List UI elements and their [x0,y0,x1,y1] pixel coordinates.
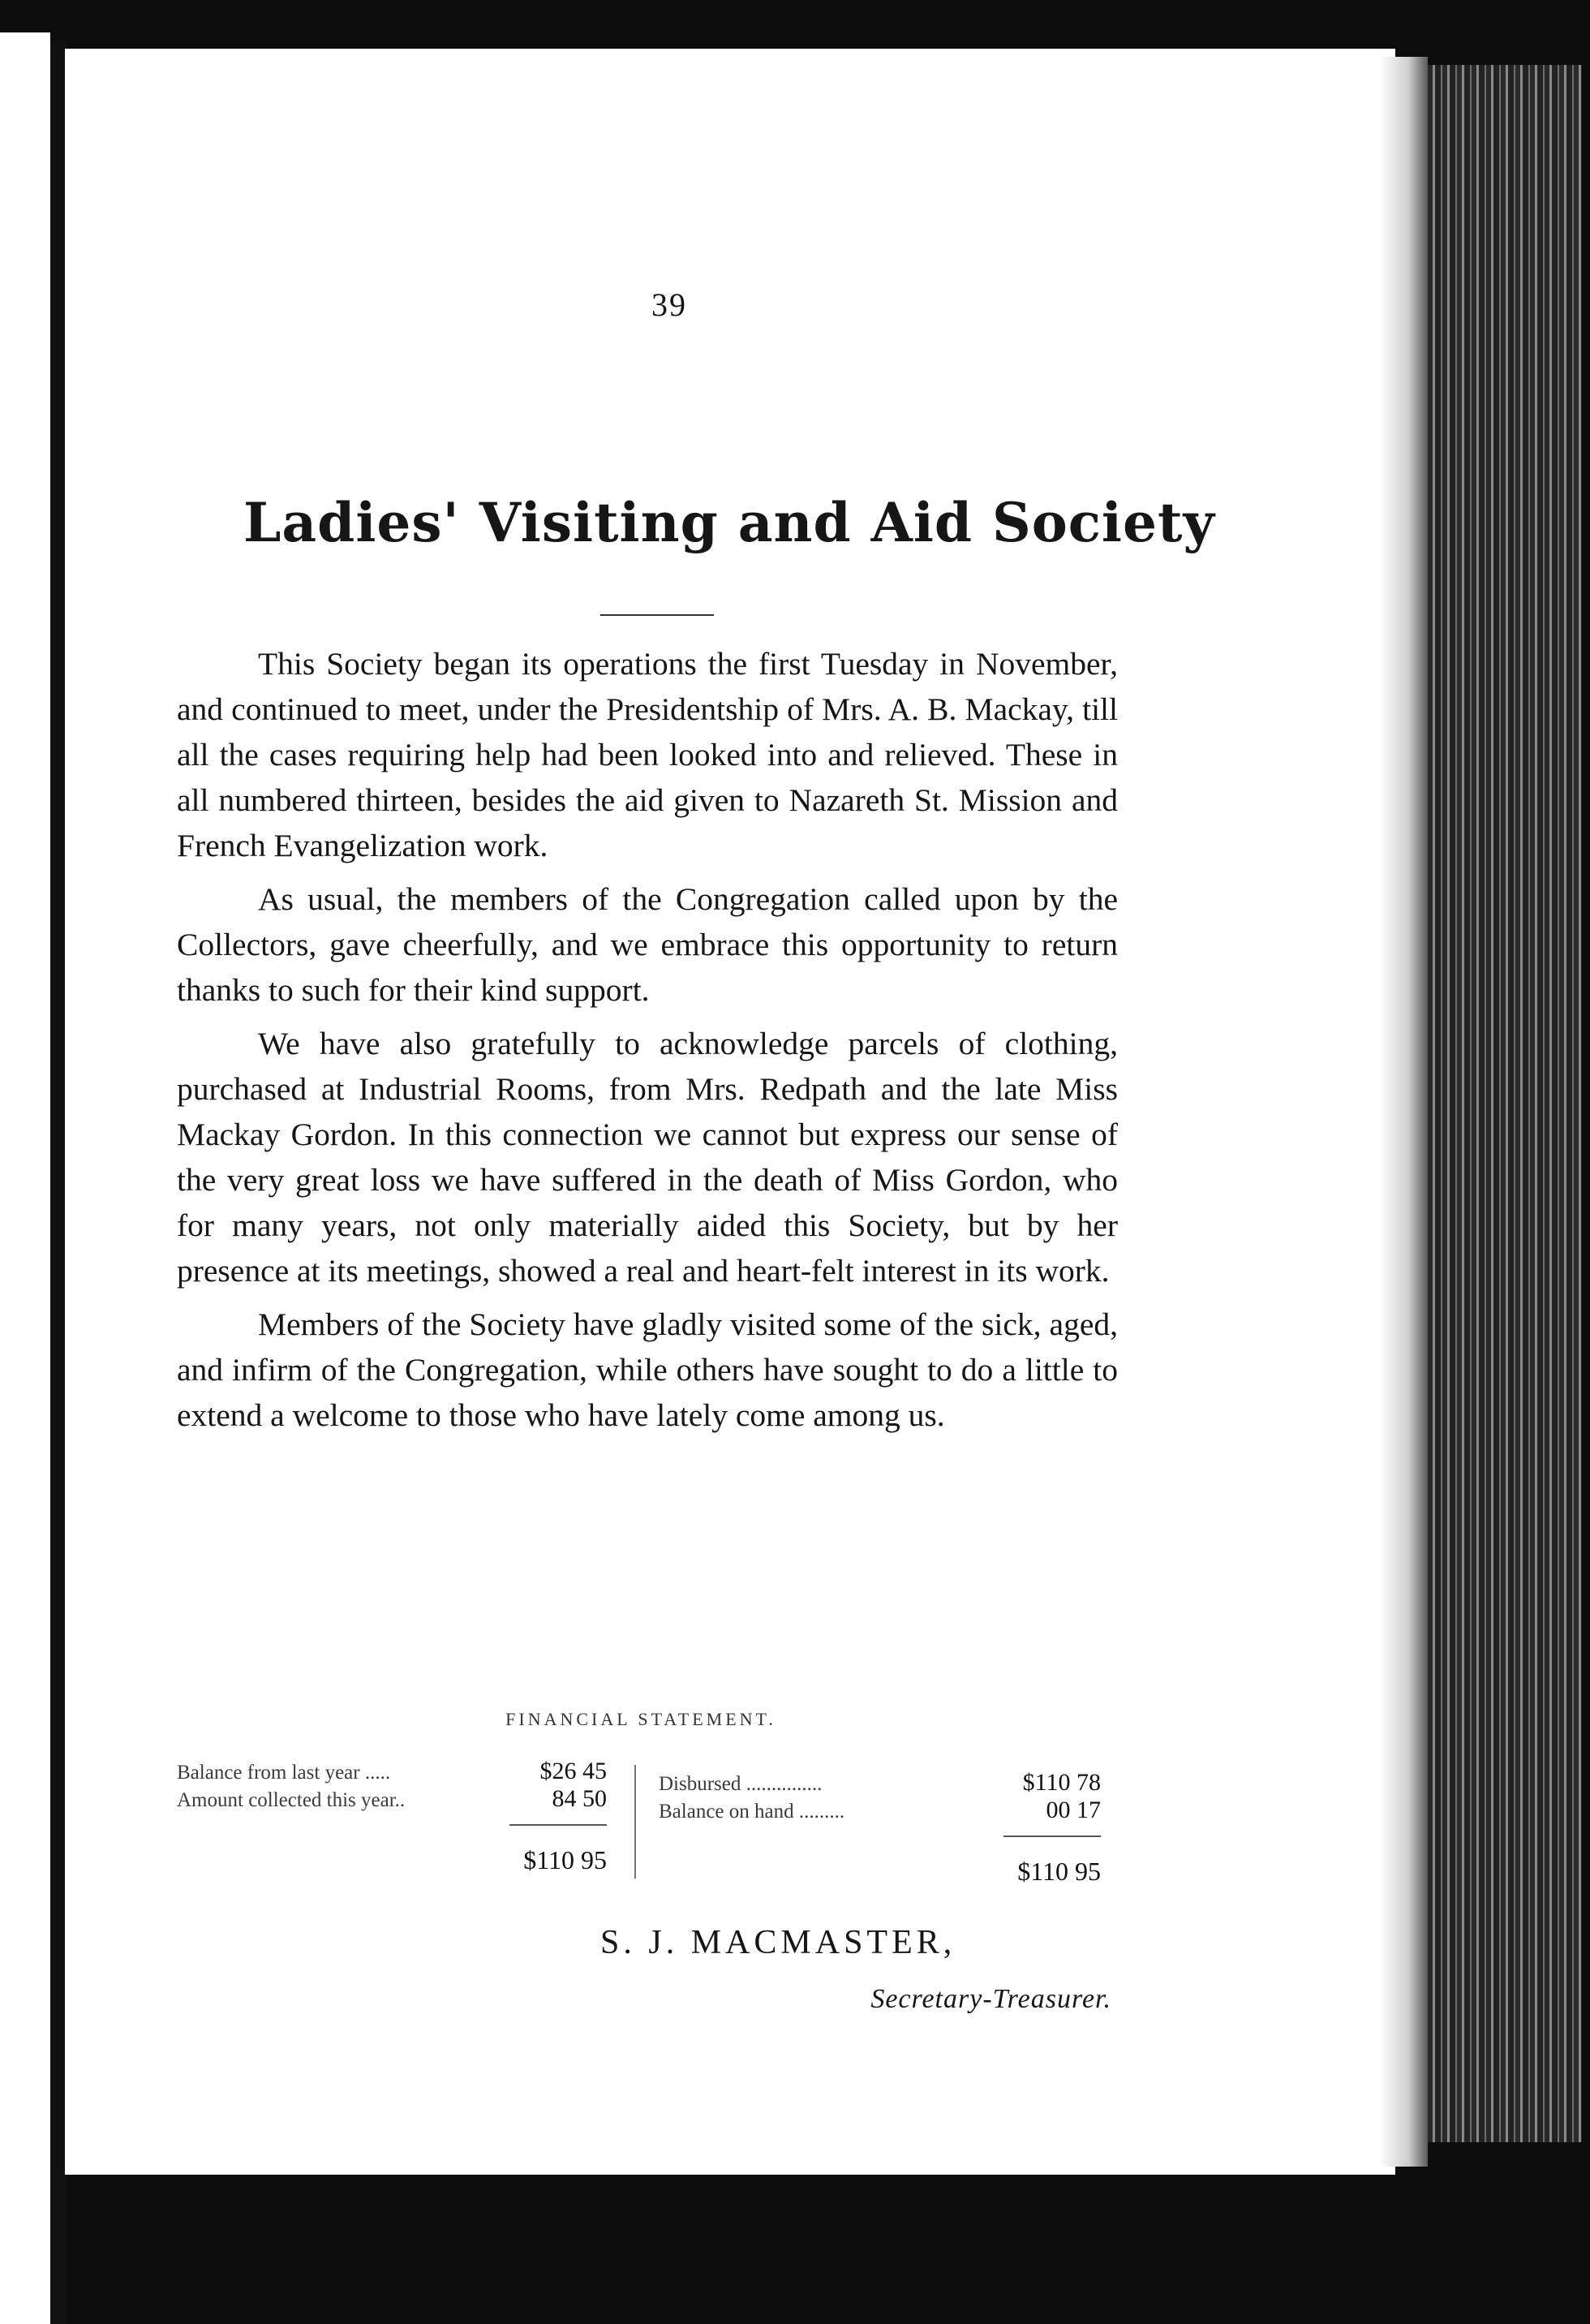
receipts-total: $110 95 [523,1845,607,1874]
paragraph-1: This Society began its operations the first Tuesday in November, and continued to meet, under the Presidentship of Mrs. A. B. Mackay, till all the cases requiring help had been looked into and relieved. These in all numbered thirteen, besides the aid given to Nazareth St. Mission and French Evangelization work. [177,646,1118,863]
receipt-label: Balance from last year ..... [177,1762,391,1784]
financial-statement-heading: FINANCIAL STATEMENT. [505,1709,776,1729]
paragraph-4: Members of the Society have gladly visited some of the sick, aged, and infirm of the Congregation, while others have sought to do a little to extend a welcome to those who have lately come among us. [177,1306,1118,1433]
page-edges [1428,65,1582,2142]
paragraph-2: As usual, the members of the Congregation called upon by the Collectors, gave cheerfully, and we embrace this opportunity to return thanks to such for their kind support. [177,881,1118,1008]
receipt-amount: 84 50 [552,1785,607,1812]
signatory-name: S. J. MACMASTER, [600,1924,956,1961]
book-gutter [50,41,67,2324]
title-rule [600,614,714,616]
signatory-role: Secretary-Treasurer. [870,1984,1111,2014]
receipts-total-rule [509,1824,607,1826]
receipt-row [177,1785,607,1813]
disbursement-row [659,1769,1101,1797]
receipt-amount: $26 45 [539,1758,607,1784]
page-curl-shadow [1379,57,1428,2167]
disbursements-total: $110 95 [1017,1857,1101,1886]
disbursement-row [659,1797,1101,1824]
disbursements-total-rule [1003,1836,1101,1837]
receipts-column [177,1758,607,1878]
page-title: Ladies' Visiting and Aid Society [243,491,1215,554]
disbursement-label: Balance on hand ......... [659,1801,845,1823]
body-text [177,641,1118,1446]
left-page-edge [0,32,50,2324]
paragraph-3: We have also gratefully to acknowledge parcels of clothing, purchased at Industrial Rooms, from Mrs. Redpath and the late Miss Mackay Gordon. In this connection we cannot but express our sense of the very great loss we have suffered in the death of Miss Gordon, who for many years, not only materially aided this Society, but by her presence at its meetings, showed a real and heart-felt interest in its work. [177,1026,1118,1289]
statement-divider [634,1765,636,1879]
receipt-label: Amount collected this year.. [177,1789,406,1811]
disbursement-label: Disbursed ............... [659,1773,823,1795]
disbursements-column [659,1769,1101,1889]
page-number: 39 [651,286,687,323]
disbursement-amount: $110 78 [1022,1769,1101,1796]
receipt-row [177,1758,607,1785]
disbursement-amount: 00 17 [1046,1797,1101,1823]
